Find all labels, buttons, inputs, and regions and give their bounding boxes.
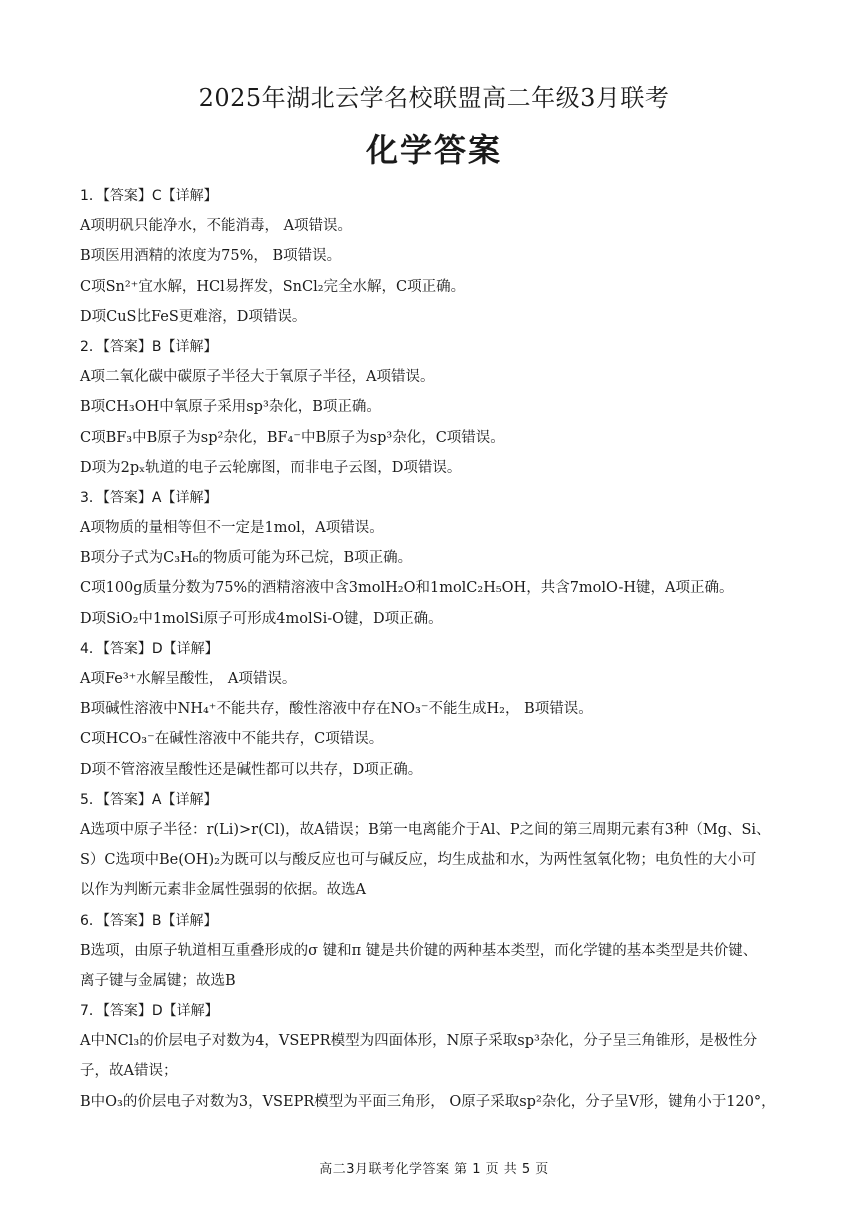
answer-header-4: 4．【答案】D【详解】 [80, 640, 219, 657]
answer-content [80, 181, 790, 1117]
answer-line: C项100g质量分数为75%的酒精溶液中含3molH₂O和1molC₂H₅OH，共含7molO-H键，A项正确。 [80, 580, 734, 597]
answer-line: D项CuS比FeS更难溶，D项错误。 [80, 308, 307, 325]
answer-line: S）C选项中Be(OH)₂为既可以与酸反应也可与碱反应，均生成盐和水，为两性氢氧化物；电负性的大小可 [80, 852, 757, 869]
document-title: 2025年湖北云学名校联盟高二年级3月联考 [198, 84, 670, 112]
answer-header-5: 5．【答案】A【详解】 [80, 791, 218, 808]
answer-line: C项BF₃中B原子为sp²杂化，BF₄⁻中B原子为sp³杂化，C项错误。 [80, 429, 505, 446]
answer-line: 离子键与金属键；故选B [80, 972, 236, 989]
answer-line: A项Fe³⁺水解呈酸性， A项错误。 [80, 671, 297, 687]
answer-line: A选项中原子半径：r(Li)>r(Cl)，故A错误；B第一电离能介于Al、P之间的第三周期元素有3种（Mg、Si、 [80, 821, 771, 838]
answer-line: B中O₃的价层电子对数为3，VSEPR模型为平面三角形， O原子采取sp²杂化，分子呈V形，键角小于120°， [80, 1093, 776, 1110]
answer-line: D项为2pₓ轨道的电子云轮廓图，而非电子云图，D项错误。 [80, 459, 462, 476]
answer-line: B项碱性溶液中NH₄⁺不能共存，酸性溶液中存在NO₃⁻不能生成H₂， B项错误。 [80, 701, 593, 718]
answer-line: C项HCO₃⁻在碱性溶液中不能共存，C项错误。 [80, 731, 384, 748]
answer-line: D项SiO₂中1molSi原子可形成4molSi-O键，D项正确。 [80, 610, 443, 627]
answer-header-1: 1．【答案】C【详解】 [80, 188, 218, 204]
answer-line: 子，故A错误； [80, 1063, 178, 1080]
document-subtitle: 化学答案 [365, 131, 502, 169]
answer-header-3: 3．【答案】A【详解】 [80, 489, 218, 506]
answer-header-6: 6．【答案】B【详解】 [80, 912, 218, 929]
answer-line: B项医用酒精的浓度为75%， B项错误。 [80, 248, 342, 265]
answer-line: C项Sn²⁺宜水解，HCl易挥发，SnCl₂完全水解，C项正确。 [80, 278, 466, 295]
answer-line: A中NCl₃的价层电子对数为4，VSEPR模型为四面体形，N原子采取sp³杂化，分子呈三角锥形，是极性分 [80, 1033, 758, 1050]
answer-line: A项明矾只能净水，不能消毒， A项错误。 [80, 218, 353, 235]
answer-header-2: 2．【答案】B【详解】 [80, 338, 218, 355]
answer-line: A项物质的量相等但不一定是1mol，A项错误。 [80, 520, 384, 537]
answer-line: B项分子式为C₃H₆的物质可能为环己烷，B项正确。 [80, 550, 413, 567]
answer-header-7: 7．【答案】D【详解】 [80, 1003, 219, 1020]
answer-line: B选项，由原子轨道相互重叠形成的σ 键和π 键是共价键的两种基本类型，而化学键的基本类型是共价键、 [80, 942, 758, 959]
answer-line: A项二氧化碳中碳原子半径大于氧原子半径，A项错误。 [80, 369, 435, 386]
answer-line: 以作为判断元素非金属性强弱的依据。故选A [80, 882, 366, 899]
answer-line: B项CH₃OH中氧原子采用sp³杂化，B项正确。 [80, 399, 381, 416]
page-footer: 高二3月联考化学答案 第 1 页 共 5 页 [319, 1162, 549, 1177]
answer-line: D项不管溶液呈酸性还是碱性都可以共存，D项正确。 [80, 761, 423, 778]
